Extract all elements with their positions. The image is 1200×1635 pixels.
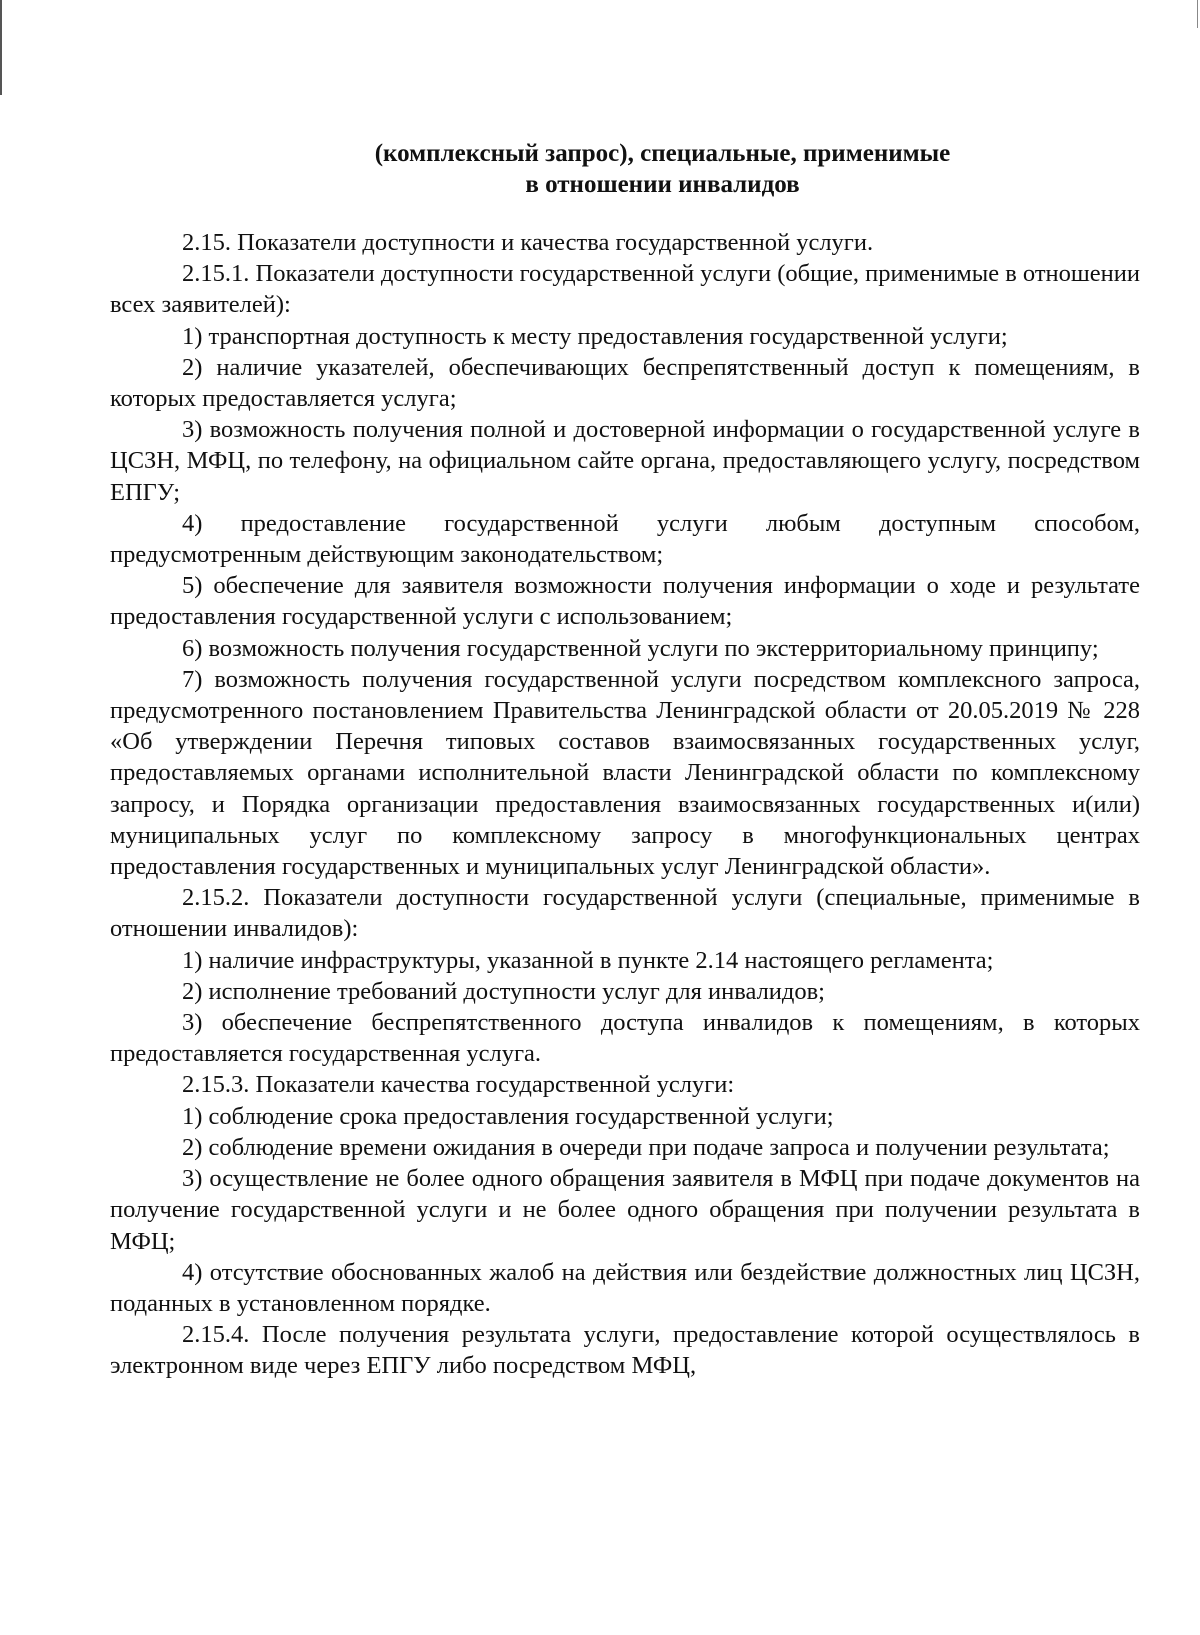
list-item: 2) наличие указателей, обеспечивающих беспрепятственный доступ к помещениям, в которых предоставляется услуга; bbox=[110, 353, 1140, 413]
list-item: 5) обеспечение для заявителя возможности получения информации о ходе и результате предоставления государственной услуги с использованием; bbox=[110, 572, 1140, 631]
list-item: 4) предоставление государственной услуги любым доступным способом, предусмотренным действующим законодательством; bbox=[110, 509, 1140, 569]
list-item: 2) соблюдение времени ожидания в очереди при подаче запроса и получении результата; bbox=[182, 1133, 1110, 1161]
list-item: 6) возможность получения государственной услуги по экстерриториальному принципу; bbox=[182, 634, 1099, 662]
paragraph-2-15-4: 2.15.4. После получения результата услуги, предоставление которой осуществлялось в электронном виде через ЕПГУ либо посредством МФЦ, bbox=[110, 1321, 1140, 1380]
paragraph-2-15-1: 2.15.1. Показатели доступности государственной услуги (общие, применимые в отношении всех заявителей): bbox=[110, 260, 1140, 319]
list-item: 1) наличие инфраструктуры, указанной в пункте 2.14 настоящего регламента; bbox=[182, 946, 994, 974]
document-body bbox=[110, 227, 1140, 1382]
heading-line-2: в отношении инвалидов bbox=[525, 171, 800, 198]
scan-edge-left bbox=[0, 0, 2, 95]
list-item: 3) обеспечение беспрепятственного доступа инвалидов к помещениям, в которых предоставляется государственная услуга. bbox=[110, 1009, 1140, 1068]
paragraph-2-15: 2.15. Показатели доступности и качества государственной услуги. bbox=[182, 229, 874, 256]
section-heading bbox=[0, 138, 1200, 200]
list-item: 2) исполнение требований доступности услуг для инвалидов; bbox=[182, 977, 825, 1005]
list-item: 1) транспортная доступность к месту предоставления государственной услуги; bbox=[182, 322, 1008, 350]
list-item: 4) отсутствие обоснованных жалоб на действия или бездействие должностных лиц ЦСЗН, поданных в установленном порядке. bbox=[110, 1258, 1140, 1317]
list-item: 3) возможность получения полной и достоверной информации о государственной услуге в ЦСЗН, МФЦ, по телефону, на официальном сайте органа, предоставляющего услугу, посредством ЕПГУ; bbox=[110, 416, 1140, 506]
heading-line-1: (комплексный запрос), специальные, применимые bbox=[374, 140, 951, 167]
list-item: 1) соблюдение срока предоставления государственной услуги; bbox=[182, 1102, 834, 1130]
list-item: 7) возможность получения государственной услуги посредством комплексного запроса, предусмотренного постановлением Правительства Ленинградской области от 20.05.2019 № 228 «Об утверждении Перечня типовых составов взаимосвязанных государственных услуг, предоставляемых органами исполнительной власти Ленинградской области по комплексному запросу, и Порядка организации предоставления взаимосвязанных государственных и(или) муниципальных услуг по комплексному запросу в многофункциональных центрах предоставления государственных и муниципальных услуг Ленинградской области». bbox=[110, 665, 1140, 881]
list-item: 3) осуществление не более одного обращения заявителя в МФЦ при подаче документов на получение государственной услуги и не более одного обращения при получении результата в МФЦ; bbox=[110, 1165, 1140, 1255]
paragraph-2-15-3: 2.15.3. Показатели качества государственной услуги: bbox=[182, 1071, 735, 1099]
paragraph-2-15-2: 2.15.2. Показатели доступности государственной услуги (специальные, применимые в отношении инвалидов): bbox=[110, 884, 1140, 943]
scan-edge-right bbox=[1197, 0, 1198, 28]
